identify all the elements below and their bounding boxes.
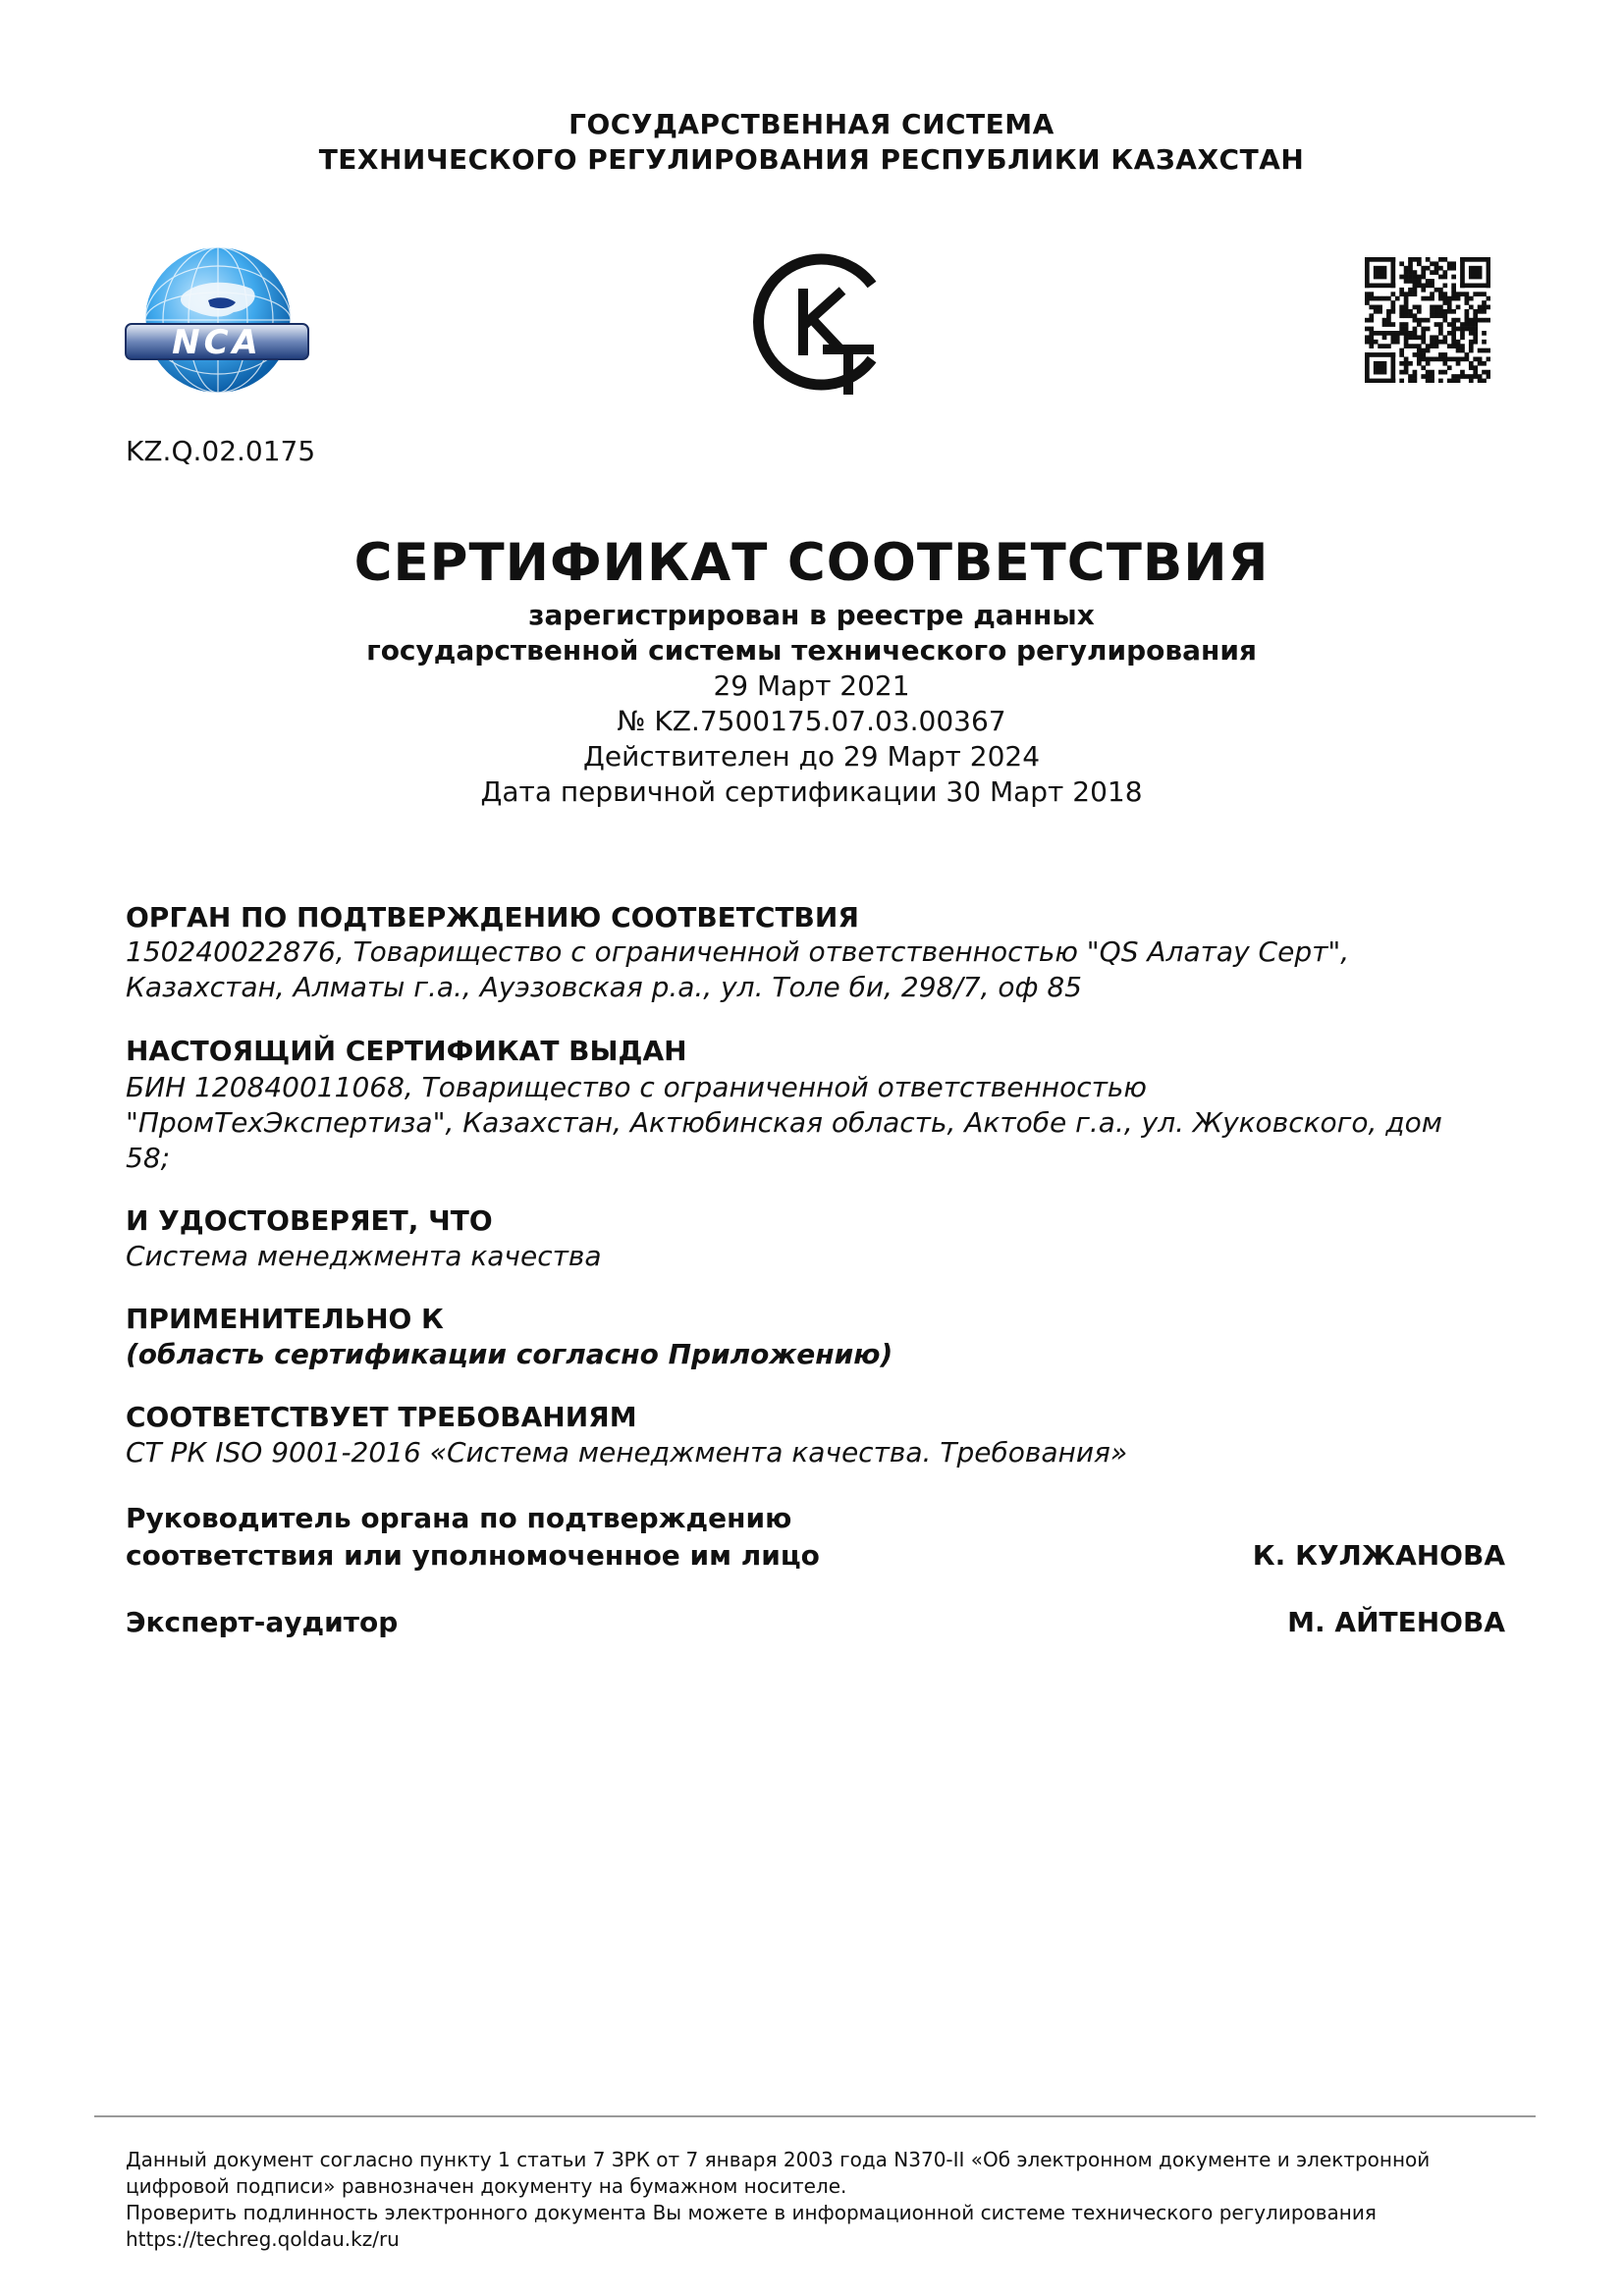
section-issued-line-3: 58;	[126, 1142, 171, 1174]
footer-line-3: Проверить подлинность электронного документа Вы можете в информационной системе технического регулирования	[126, 2201, 1377, 2224]
valid-until: Действителен до 29 Март 2024	[582, 740, 1041, 773]
footer-divider	[94, 2115, 1536, 2117]
head-role-line-2: соответствия или уполномоченное им лицо	[126, 1539, 820, 1572]
expert-role: Эксперт-аудитор	[126, 1606, 399, 1638]
section-body-line-1: 150240022876, Товарищество с ограниченной ответственностью "QS Алатау Серт",	[126, 935, 1350, 968]
first-certification-date: Дата первичной сертификации 30 Март 2018	[480, 775, 1143, 808]
section-issued-heading: НАСТОЯЩИЙ СЕРТИФИКАТ ВЫДАН	[126, 1035, 687, 1067]
section-body-heading: ОРГАН ПО ПОДТВЕРЖДЕНИЮ СООТВЕТСТВИЯ	[126, 901, 859, 934]
section-certifies-heading: И УДОСТОВЕРЯЕТ, ЧТО	[126, 1204, 493, 1237]
registered-line-2: государственной системы технического регулирования	[366, 634, 1257, 667]
certificate-number: № KZ.7500175.07.03.00367	[617, 705, 1006, 737]
qr-code-icon	[1365, 257, 1490, 383]
head-name: К. КУЛЖАНОВА	[1252, 1539, 1505, 1572]
footer-url[interactable]: https://techreg.qoldau.kz/ru	[126, 2227, 400, 2251]
accreditation-code: KZ.Q.02.0175	[126, 435, 316, 467]
section-applicable-line-1: (область сертификации согласно Приложению)	[126, 1338, 893, 1370]
footer-line-1: Данный документ согласно пункту 1 статьи 7 ЗРК от 7 января 2003 года N370-II «Об электронном документе и электронной	[126, 2148, 1431, 2171]
head-role-line-1: Руководитель органа по подтверждению	[126, 1502, 792, 1534]
header-line-1: ГОСУДАРСТВЕННАЯ СИСТЕМА	[568, 108, 1055, 140]
header-line-2: ТЕХНИЧЕСКОГО РЕГУЛИРОВАНИЯ РЕСПУБЛИКИ КАЗАХСТАН	[318, 143, 1305, 176]
expert-name: М. АЙТЕНОВА	[1287, 1606, 1505, 1638]
nca-globe-logo	[124, 243, 310, 400]
section-issued-line-2: "ПромТехЭкспертиза", Казахстан, Актюбинская область, Актобе г.а., ул. Жуковского, дом	[126, 1106, 1442, 1139]
nca-logo-text: NCA	[172, 323, 262, 362]
kz-conformity-mark-icon	[746, 247, 893, 397]
section-applicable-heading: ПРИМЕНИТЕЛЬНО К	[126, 1303, 444, 1335]
registered-line-1: зарегистрирован в реестре данных	[528, 599, 1095, 631]
registration-date: 29 Март 2021	[713, 669, 910, 702]
section-complies-heading: СООТВЕТСТВУЕТ ТРЕБОВАНИЯМ	[126, 1401, 637, 1433]
section-body-line-2: Казахстан, Алматы г.а., Ауэзовская р.а., ул. Толе би, 298/7, оф 85	[126, 971, 1082, 1003]
section-certifies-line-1: Система менеджмента качества	[126, 1240, 602, 1272]
section-issued-line-1: БИН 120840011068, Товарищество с ограниченной ответственностью	[126, 1071, 1148, 1103]
certificate-title: СЕРТИФИКАТ СООТВЕТСТВИЯ	[353, 533, 1270, 593]
footer-line-2: цифровой подписи» равнозначен документу на бумажном носителе.	[126, 2174, 847, 2198]
section-complies-line-1: СТ РК ISO 9001-2016 «Система менеджмента качества. Требования»	[126, 1436, 1128, 1468]
